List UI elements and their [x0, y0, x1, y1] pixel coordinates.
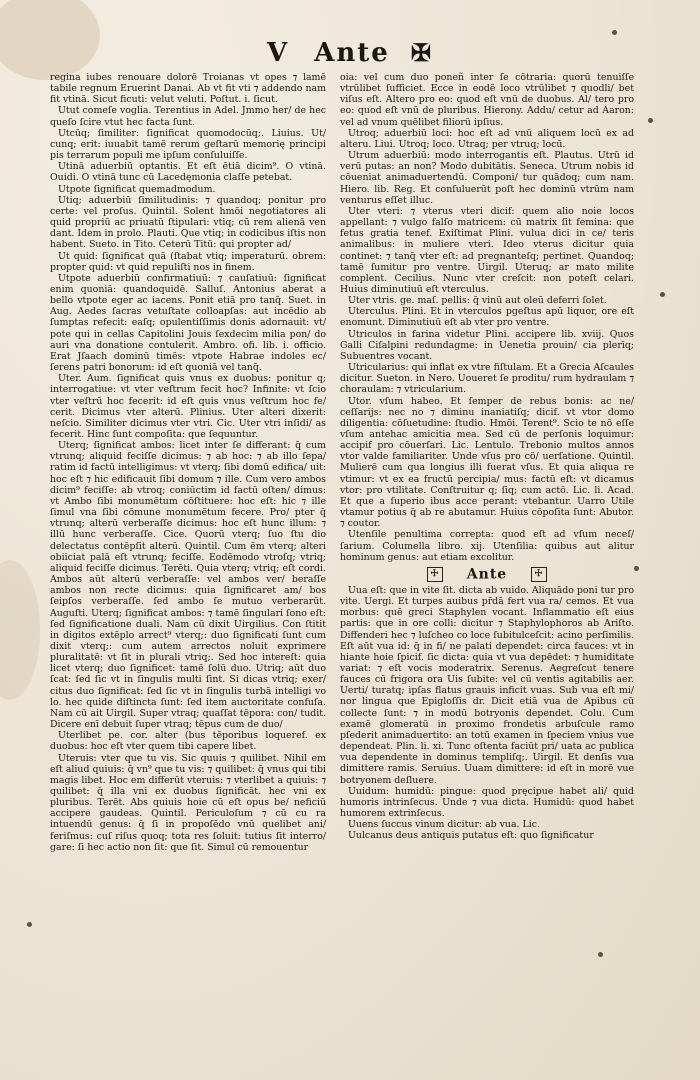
- header-ornament-icon: ✠: [410, 38, 434, 67]
- dictionary-entry: Utenſile penultima correpta: quod eſt ad vſum neceſ/ ſarium. Columella libro. xij. Utenſilia: quibus aut alitur hominum genus: aut etiam excolitur.: [340, 529, 634, 563]
- dictionary-entry: Uterq; ſignificat ambos: licet inter ſe differant: q̄ cum vtrunq; aliquid feciſſe dicimus: ⁊ ab hoc: ⁊ ab illo ſepa/ ratim id factū intelligimus: vt vterq; ſibi domū edifica/ uit: hoc eſt ⁊ hic edificauit ſibi domum ⁊ ille. Cum vero ambos dicim⁹ feciſſe: ab vtroq; coniūctim id factū oſten/ dimus: vt Ambo ſibi monumētum cōſtituere: hoc eſt: hic ⁊ ille ſimul vna ſibi cōmune monumētum fecere. Pro/ pter q̄ vtrunq; alterū verberaſſe dicimus: hoc eſt hunc illum: ⁊ illū hunc verberaſſe. Cice. Quorū vterq; ſuo ſtu dio delectatus contēpſit alterū. Quintil. Cum ēm vterq; alteri obiiciat palā eſt vtrunq; feciſſe. Eodēmodo vtroſq; vtriq; aliquid feciſſe dicimus. Terēti. Quia vterq; vtriq; eſt cordi. Ambos aūt alterū verberaſſe: vel ambos ver/ beraſſe ambos non recte dicimus: quia ſignificaret am/ bos ſeipſos verberaſſe. ſed ambo ſe mutuo verberarūt. Auguſti. Uterq; ſignificat ambos: ⁊ tamē ſingulari ſono eſt: ſed ſignificatione duali. Nam cū dixit Uirgilius. Con ſtitit in digitos extēplo arrect⁹ vterq;: duo ſignificati ſunt cum dixit vterq;: cum autem arrectos noluit exprimere pluralitatē: vt ſit in plurali vtriq;. Sed hoc intereſt: quia licet vterq; duo ſignificet: tamē ſolū duo. Utriq; aūt duo ſcat: ſed ſic vt in ſingulis multi ſint. Si dicas vtriq; exer/ citus duo ſignificat: ſed ſic vt in ſingulis turbā intelligi vo lo. hec quide diſtincta ſunt: ſed item auctoritate confuſa. Nam cū ait Uirgil. Super vtraq; quaſſat tēpora: con/ tudit. Dicere enī debuit ſuper vtraq; tēpus cum de duo/: [50, 440, 326, 731]
- dictionary-entry: Uulcanus deus antiquis putatus eſt: quo ſignificatur: [348, 830, 594, 842]
- dictionary-entry: Ut quid: ſignificat quā (ſtabat vtiq; imperaturū. obrem: propter quid: vt quid repuliſti nos in finem.: [50, 250, 326, 273]
- section-title: Ante: [466, 566, 508, 583]
- ornament-box-icon: ☩: [531, 567, 547, 582]
- dictionary-entry: Uterculus. Plini. Et in vterculos pgeſtus apū liquor, ore eſt enomunt. Diminutiuū eſt ab vter pro ventre.: [340, 306, 634, 329]
- ink-speck: [648, 118, 653, 123]
- dictionary-entry: Utpote ſignificat quemadmodum.: [58, 183, 216, 195]
- dictionary-entry: Utpote aduerbiū confirmatiuū: ⁊ cauſatiuū: ſignificat enim quoniā: quandoquidē. Salluſ. Antonius aberat a bello vtpote eger ac iacens. Ponit etiā pro tanq̄. Suet. in Aug. Aedes ſacras vetuſtate colloapſas: aut incēdio ab ſumptas refecit: eaſq; opulentiſſimis donis adornauit: vt/ pote qui in cellas Capitolini Jouis ſexdecim milia pon/ do auri vna donatione contulerit. Ambro. ofi. lib. i. officio. Erat Jſaach dominū timēs: vtpote Habrae indoles ec/ ſerens patri bonorum: id eſt quoniā vel tanq̄.: [50, 272, 326, 374]
- left-column: [50, 72, 326, 853]
- dictionary-entry: Utiq; aduerbiū ſimilitudinis: ⁊ quandoq; ponitur pro certe: vel proſus. Quintil. Solent hmōi negotiatores ali quid propriū ac priuatū ſtipulari: vtiq; cū rem alienā ven dant. Idem in prolo. Plauti. Que vtiq; in codicibus iſtis non habent. Sueto. in Tito. Ceterū Titū: qui propter ad/: [50, 194, 326, 251]
- dictionary-entry: Uter vtris. ge. maſ. pellis: q̄ vinū aut oleū deferri ſolet.: [348, 295, 607, 307]
- ink-speck: [634, 566, 639, 571]
- dictionary-entry: Uterlibet pe. cor. alter (bus tēporibus loqueref. ex duobus: hoc eſt vter quem tibi capere libet.: [50, 730, 326, 753]
- ink-speck: [660, 292, 665, 297]
- dictionary-entry: Utrum aduerbiū: modo interrogantis eſt. Plautus. Utrū id verū putas: an non? Modo dubitātis. Seneca. Utrum nobis id cōueniat animaduertendū. Componi/ tur quādoq; cum nam. Hiero. lib. Reg. Et conſuluerūt poſt hec dominū vtrūm nam venturus eſſet illuc.: [340, 150, 634, 206]
- ink-speck: [27, 922, 32, 927]
- dictionary-entry: Uuidum: humidū: pingue: quod pręcipue habet ali/ quid humoris intrinſecus. Unde ⁊ vua dicta. Humidū: quod habet humorem extrinſecus.: [340, 785, 634, 819]
- dictionary-entry: oia: vel cum duo poneñ inter ſe cōtraria: quorū tenuiſſe vtrūlibet ſufficiet. Ecce in eodē loco vtrūlibet ⁊ quodli/ bet viſus eſt. Altero pro eo: quod eſt vnū de duobus. Al/ tero pro eo: quod eſt vnū de pluribus. Hierony. Addu/ cetur ad Aaron: vel ad vnum quēlibet filiorū ipſius.: [340, 72, 634, 128]
- dictionary-entry: regina iubes renouare dolorē Troianas vt opes ⁊ lamē tabile regnum Eruerint Danai. Ab vt fit vti ⁊ addendo nam fit vtinā. Sicut ficuti: velut veluti. Poſtut. i. ſicut.: [50, 72, 326, 106]
- ink-speck: [598, 952, 603, 957]
- age-stain: [0, 560, 40, 700]
- ink-speck: [612, 30, 617, 35]
- header-letter: V: [266, 38, 290, 68]
- dictionary-entry: Utut comeſe voglia. Terentius in Adel. Jmmo her/ de hec queſo ſcire vtut hec facta ſunt.: [50, 105, 326, 128]
- dictionary-entry: Uteruis: vter que tu vis. Sic quuis ⁊ quilibet. Nihil em eſt aliud quiuis: q̄ vn⁹ que tu vis: ⁊ quilibet: q̄ vnus qui tibi magis libet. Hoc em differūt vteruis: ⁊ vterlibet a quiuis: ⁊ quilibet: q̄ illa vni ex duobus ſignificāt. hec vni ex pluribus. Terēt. Abs quiuis hoie cū eſt opus be/ neficiū accipere gaudeas. Quintil. Periculoſum ⁊ cū cu ra intuendū genus: q̄ ſi in propoſēdo vnū quelibet ani/ feriſmus: cuſ riſus quoq; tota res ſoluit: tutius ſit interro/ gare: ſi hec actio non ſit: que ſit. Simul cū remouentur: [50, 752, 326, 853]
- section-heading: [340, 567, 634, 582]
- dictionary-entry: Uua eſt: que in vite ſit. dicta ab vuido. Aliquādo poni tur pro vite. Uergi. Et turpes auibus pr̄dā fert vua ra/ cemos. Et vua morbus: quē greci Staphylen vocant. Inflammatio eſt eius partis: que in ore colli: dicitur ⁊ Staphylophoros ab Ariſto. Diffenderi hec ⁊ luſcheo co loce ſubitulceſcit: acino perſimilis. Eſt aūt vua id: q̄ in fi/ ne palati dependet: circa fauces: vt in hiante hoie ſpicif. ſic dicta: quia vt vua depēdet: ⁊ humiditate variat: ⁊ eſt vocis moderatrix. Serenus. Aegreſcut tenere fauces cū frigora ora Uis ſubite: vel cū ventis agitabilis aer. Uerti/ turatq; ipſas flatus grauis inficit vuas. Sub vua eſt mi/ nor lingua que Epigloſſis dr. Dicit etiā vua de Apibus cū collecte ſunt: ⁊ in modū botryonis dependet. Colu. Cum examē glomeratū in proximo frondetis arbuſcule ramo pſederit animaduertito: an totū examen in ſpeciem vnius vue dependeat. Plin. li. xi. Tunc oſtenta faciūt pri/ uata ac publica vua dependente in dominus templiſq;. Uirgil. Et denſis vua dimittere ramis. Seruius. Uuam dimittere: id eſt in morē vue botryonem deſluere.: [340, 584, 634, 786]
- dictionary-entry: Uuens ſuccus vinum dicitur: ab vua. Lic.: [348, 819, 540, 831]
- dictionary-entry: Uter. Aum. ſignificat quis vnus ex duobus: ponitur q; interrogatiue: vt vter veſtrum fecit hoc? Infinite: vt ſcio vter veſtrū hoc fecerit: id eſt quis vnus veſtrum hoc fe/ cerit. Dicimus vter alterū. Plinius. Uter alteri dixerit: neſcio. Similiter dicimus vter vtri. Cic. Uter vtri inſidi/ as fecerit. Hinc ſunt compoſita: que ſequuntur.: [50, 373, 326, 440]
- right-column: [340, 72, 634, 841]
- dictionary-entry: Utor. vſum habeo. Et ſemper de rebus bonis: ac ne/ ceſſarijs: nec no ⁊ diminu inaniatiſq; dicif. vt vtor domo diligentia: cōſuetudine: ſtudio. Hmōi. Terent⁹. Scio te nō eſſe vſum antehac amicitia mea. Sed cū de perſonis loquimur: accipif pro cōuerſari. Lic. Lentulo. Trebonio multos annos vtor valde familiariter. Unde vſus pro cō/ uerſatione. Quintil. Mulierē cum qua longius illi fuerat vſus. Et quia aliqua re vtimur: vt ex ea fructū percipia/ mus: factū eſt: vt dicamus vtor: pro vtilitate. Conſtruitur q; ſiq; cum actō. Lic. li. Acad. Et que a ſuperio ibus acce perant: vtebantur. Uarro Utile vtamur potius q̄ ab re abutamur. Huius cōpoſita ſunt: Abutor. ⁊ coutor.: [340, 395, 634, 530]
- page-header: [0, 38, 700, 68]
- ornament-box-icon: ☩: [427, 567, 443, 582]
- dictionary-entry: Uter vteri: ⁊ vterus vteri dicif: quem alio noie locos appellant: ⁊ vulgo falſo matricem: cū matrix ſit femina: que fetus gratia tenef. Exiſtimat Plini. vulua dici in ce/ teris animalibus: in muliere vteri. Ideo vterus dicitur quia continet: ⁊ tanq̄ vter eſt: ad pregnanteſq; pertinet. Quandoq; tamē ſumitur pro ventre. Uirgil. Uteruq; ar mato milite complent. Cecilius. Nunc vter creſcit: non poteſt celari. Huius diminutiuū eſt vterculus.: [340, 205, 634, 295]
- dictionary-entry: Utriculos in farina videtur Plini. accipere lib. xviij. Quos Galli Ciſalpini redundagme: in Uenetia prouin/ cia plerīq; Subuentres vocant.: [340, 328, 634, 362]
- dictionary-entry: Utroq; aduerbiū loci: hoc eſt ad vnū aliquem locū ex ad alteru. Liui. Utroq; loco. Utraq; per vtruq; locū.: [340, 127, 634, 150]
- dictionary-entry: Utinā aduerbiū optantis. Et eſt ētiā dicim⁹. O vtinā. Ouidi. O vtinā tunc cū Lacedęmonia claſſe petebat.: [50, 161, 326, 184]
- dictionary-entry: Utricularius: qui inflat ex vtre fiſtulam. Et a Grecia Aſcaules dicitur. Sueton. in Nero. Uoueret ſe proditu/ rum hydraulam ⁊ choraulam: ⁊ vtricularium.: [340, 362, 634, 396]
- dictionary-entry: Utcūq; ſimiliter: ſignificat quomodocūq;. Liuius. Ut/ cunq; erit: iuuabit tamē rerum geſtarū memorię principi pis terrarum populi me ipſum conſuluiſſe.: [50, 127, 326, 162]
- header-title: Ante: [314, 38, 390, 68]
